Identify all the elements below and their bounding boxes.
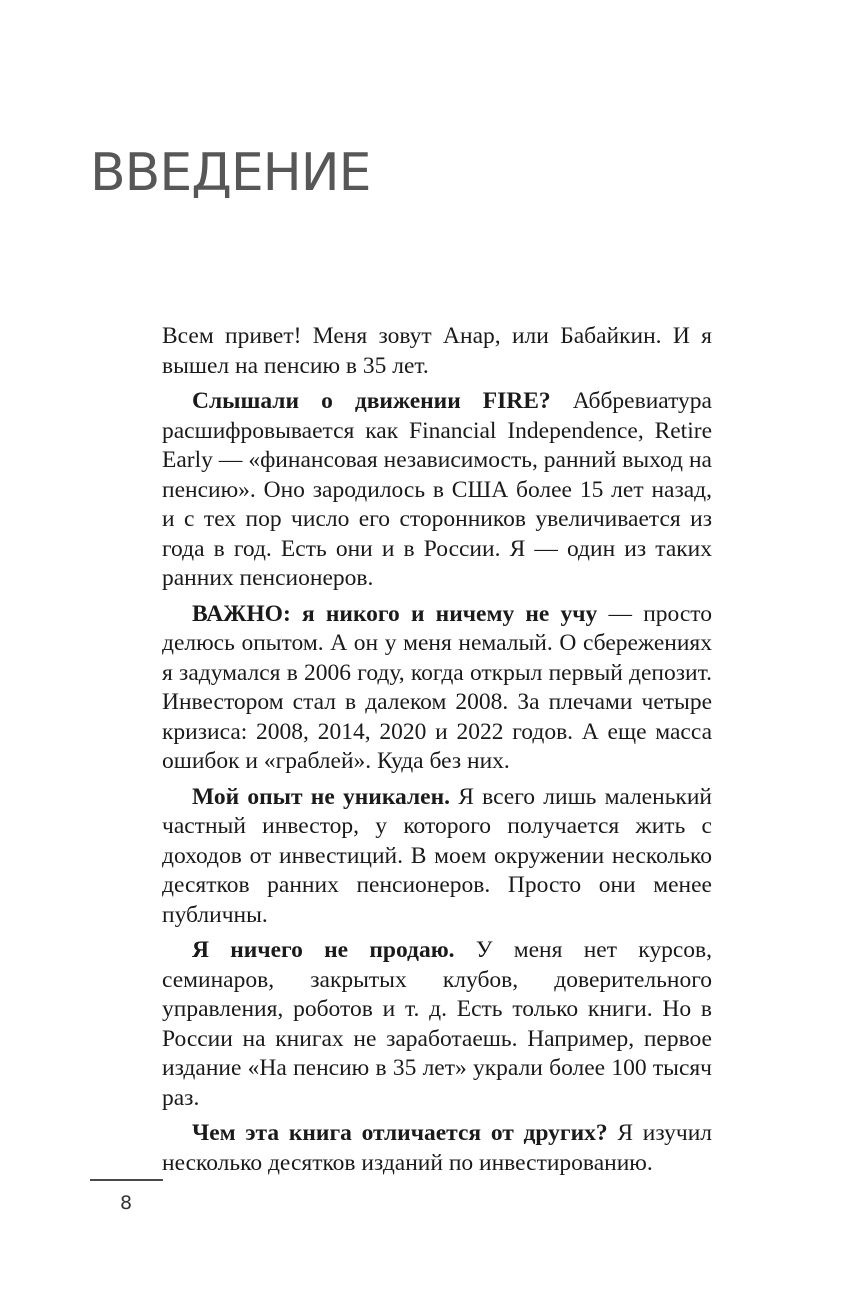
paragraph-lead: Мой опыт не уникален. [192, 783, 450, 810]
paragraph-text: Аббревиатура расшифровывается как Financial Independence, Retire Early — «финансовая независимость, ранний выход на пенсию». Оно зародилось в США более 15 лет назад, и с тех пор число его сторонников увеличивается из года в год. Есть они и в России. Я — один из таких ранних пенсионеров. [162, 388, 712, 591]
paragraph-fire [162, 387, 712, 594]
paragraph-important [162, 600, 712, 777]
body-text [162, 322, 712, 1184]
paragraph-lead: Я ничего не продаю. [192, 937, 455, 963]
paragraph-lead: Слышали о движении FIRE? [192, 388, 551, 414]
paragraph-text: Я изучил несколько десятков изданий по инвестированию. [162, 1120, 712, 1176]
paragraph-difference [162, 1119, 712, 1178]
paragraph-text: Всем привет! Меня зовут Анар, или Бабайкин. И я вышел на пенсию в 35 лет. [162, 323, 712, 379]
paragraph-text: — просто делюсь опытом. А он у меня немалый. О сбережениях я задумался в 2006 году, когда открыл первый депозит. Инвестором стал в далеком 2008. За плечами четыре кризиса: 2008, 2014, 2020 и 2022 годов. А еще масса ошибок и «граблей». Куда без них. [162, 600, 712, 774]
page-number: 8 [120, 1192, 133, 1214]
paragraph-text: Я всего лишь маленький частный инвестор, у которого получается жить с доходов от инвестиций. В моем окружении несколько десятков ранних пенсионеров. Просто они менее публичны. [162, 783, 712, 928]
paragraph-lead: Чем эта книга отличается от других? [192, 1120, 608, 1146]
paragraph-text: У меня нет курсов, семинаров, закрытых клубов, доверительного управления, роботов и т. д. Есть только книги. Но в России на книгах не заработаешь. Например, первое издание «На пенсию в 35 лет» украли более 100 тысяч раз. [162, 937, 713, 1111]
paragraph-not-unique [162, 783, 712, 931]
paragraph-intro [162, 322, 712, 381]
paragraph-not-selling [162, 936, 712, 1113]
paragraph-lead: ВАЖНО: я никого и ничему не учу [192, 600, 598, 627]
footer-divider [90, 1179, 163, 1181]
page-title: ВВЕДЕНИЕ [90, 143, 371, 203]
